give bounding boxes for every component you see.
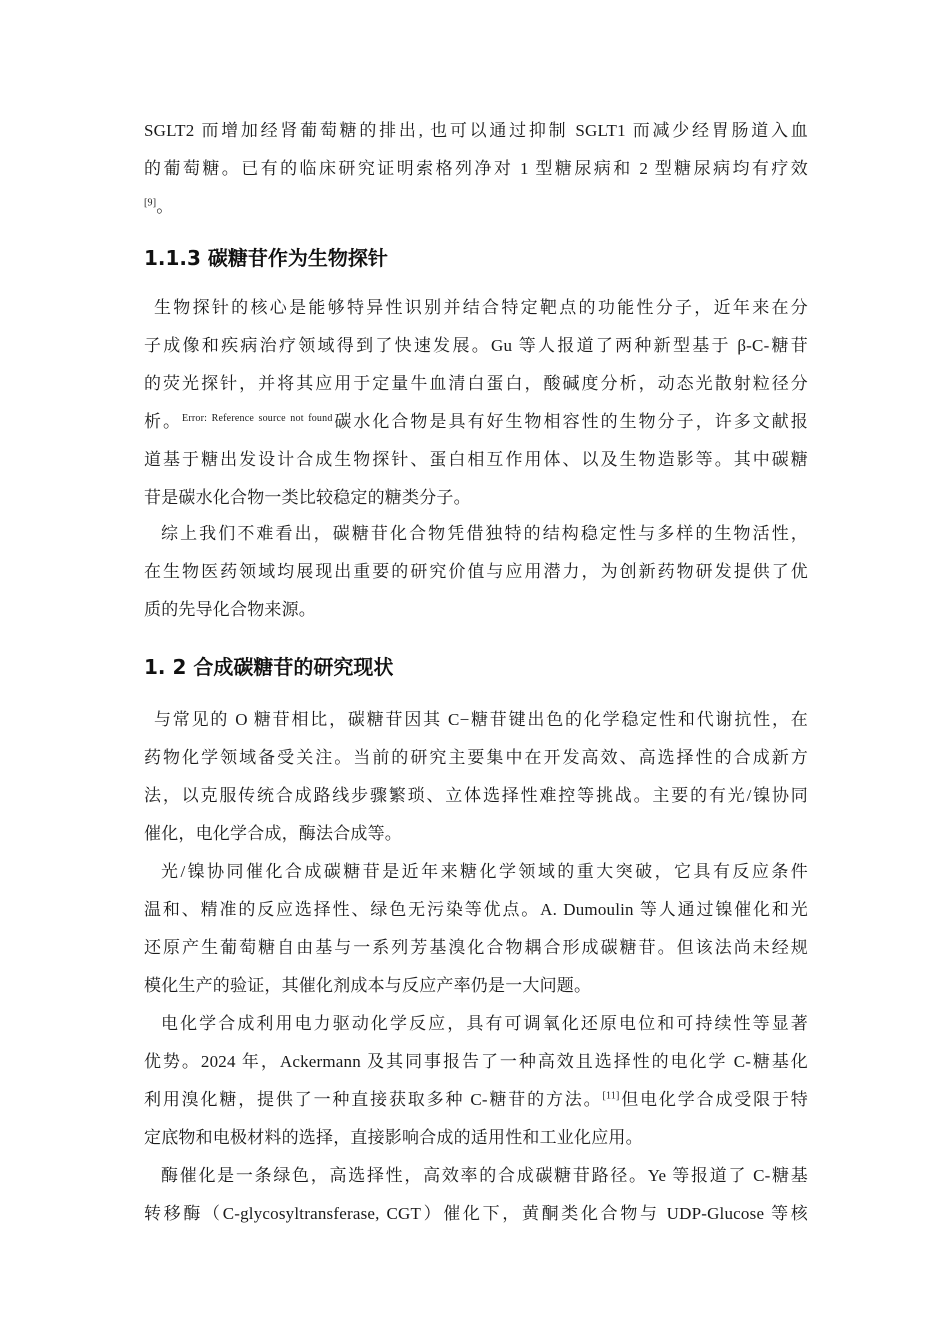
paragraph-research-status xyxy=(144,701,808,853)
text-line: 析。$^{Error: Reference source not found}$碳水化合物是具有好生物相容性的生物分子，许多文献报 xyxy=(144,412,808,431)
paragraph-enzyme xyxy=(144,1157,808,1233)
text-line: 道基于糖出发设计合成生物探针、蛋白相互作用体、以及生物造影等。其中碳糖 xyxy=(144,450,808,469)
text-line: 酶催化是一条绿色，高选择性，高效率的合成碳糖苷路径。Ye 等报道了 C-糖基 xyxy=(161,1166,808,1185)
text-line: 在生物医药领域均展现出重要的研究价值与应用潜力，为创新药物研发提供了优 xyxy=(144,562,808,581)
text-line: 法，以克服传统合成路线步骤繁琐、立体选择性难控等挑战。主要的有光/镍协同 xyxy=(144,786,808,805)
text-line: 苷是碳水化合物一类比较稳定的糖类分子。 xyxy=(144,488,471,507)
text-line: 质的先导化合物来源。 xyxy=(144,600,316,619)
text-line: 优势。2024 年，Ackermann 及其同事报告了一种高效且选择性的电化学 C-糖基化 xyxy=(144,1052,808,1071)
text-line: 药物化学领域备受关注。当前的研究主要集中在开发高效、高选择性的合成新方 xyxy=(144,748,808,767)
text-line: 温和、精准的反应选择性、绿色无污染等优点。A. Dumoulin 等人通过镍催化和光 xyxy=(144,900,808,919)
text-line: 与常见的 O 糖苷相比，碳糖苷因其 C−糖苷键出色的化学稳定性和代谢抗性，在 xyxy=(154,710,808,729)
text-line: 的葡萄糖。已有的临床研究证明索格列净对 1 型糖尿病和 2 型糖尿病均有疗效 xyxy=(144,159,808,178)
text-line: 子成像和疾病治疗领域得到了快速发展。Gu 等人报道了两种新型基于 β-C-糖苷 xyxy=(144,336,808,355)
text-line: 转移酶（C-glycosyltransferase, CGT）催化下，黄酮类化合物与 UDP-Glucose 等核 xyxy=(144,1204,808,1223)
text-line: [9]。 xyxy=(144,197,174,216)
text-line: 催化，电化学合成，酶法合成等。 xyxy=(144,824,402,843)
citation-ref: [11] xyxy=(602,1090,620,1102)
text-line: 利用溴化糖，提供了一种直接获取多种 C-糖苷的方法。[11]但电化学合成受限于特 xyxy=(144,1090,809,1109)
section-heading-1-1-3: 1.1.3 碳糖苷作为生物探针 xyxy=(144,246,388,270)
paragraph-summary xyxy=(144,515,808,629)
paragraph-bio-probe xyxy=(144,289,808,517)
text-line: 综上我们不难看出，碳糖苷化合物凭借独特的结构稳定性与多样的生物活性， xyxy=(161,524,808,543)
broken-reference: Error: Reference source not found xyxy=(182,413,333,424)
text-line: 的荧光探针，并将其应用于定量牛血清白蛋白，酸碱度分析，动态光散射粒径分 xyxy=(144,374,808,393)
text-line: 定底物和电极材料的选择，直接影响合成的适用性和工业化应用。 xyxy=(144,1128,643,1147)
text-line: 还原产生葡萄糖自由基与一系列芳基溴化合物耦合形成碳糖苷。但该法尚未经规 xyxy=(144,938,808,957)
paragraph-sglt xyxy=(144,112,808,226)
text-line: 生物探针的核心是能够特异性识别并结合特定靶点的功能性分子，近年来在分 xyxy=(154,298,808,317)
text-line: 光/镍协同催化合成碳糖苷是近年来糖化学领域的重大突破，它具有反应条件 xyxy=(161,862,808,881)
paragraph-electrochem xyxy=(144,1005,808,1157)
text-line: 电化学合成利用电力驱动化学反应，具有可调氧化还原电位和可持续性等显著 xyxy=(161,1014,808,1033)
text-line: 模化生产的验证，其催化剂成本与反应产率仍是一大问题。 xyxy=(144,976,592,995)
text-line: SGLT2 而增加经肾葡萄糖的排出, 也可以通过抑制 SGLT1 而减少经胃肠道入血 xyxy=(144,121,808,140)
paragraph-photo-nickel xyxy=(144,853,808,1005)
section-heading-1-2: 1. 2 合成碳糖苷的研究现状 xyxy=(144,655,394,679)
citation-ref: [9] xyxy=(144,197,157,209)
